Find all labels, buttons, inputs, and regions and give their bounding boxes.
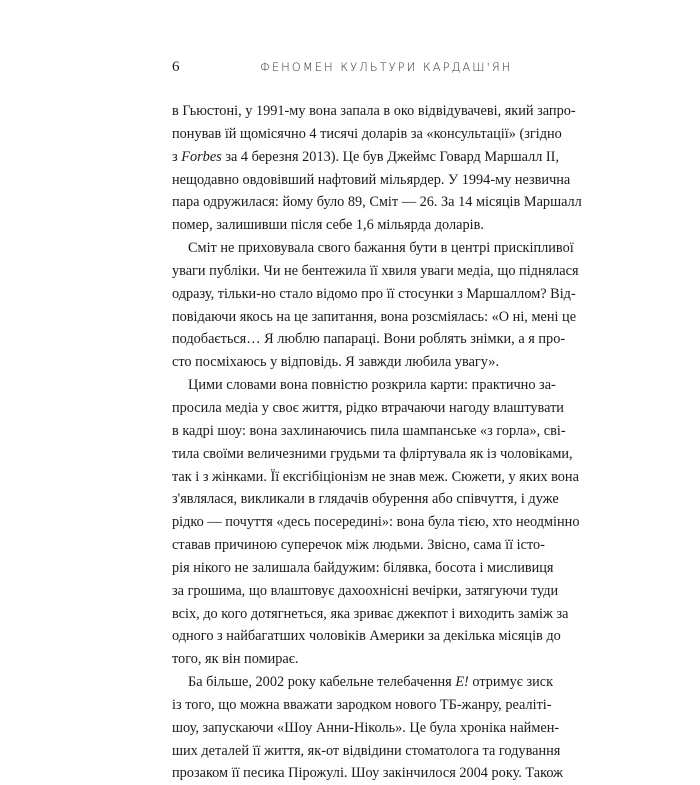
text-line: прозаком її песика Пірожулі. Шоу закінчилося 2004 року. Також	[172, 765, 564, 782]
paragraph-1	[172, 100, 582, 237]
running-title: ФЕНОМЕН КУЛЬТУРИ КАРДАШ'ЯН	[260, 60, 513, 74]
running-header	[172, 59, 528, 83]
text-line: рідко — почуття «десь посередині»: вона була тією, хто неодмінно	[172, 514, 580, 531]
text-line: подобається… Я люблю папараці. Вони роблять знімки, а я про-	[172, 331, 566, 348]
paragraph-2	[172, 237, 579, 374]
italic-title: E!	[455, 674, 469, 691]
text-line: всіх, до кого дотягнеться, яка зриває джекпот і виходить заміж за	[172, 605, 569, 622]
body-text	[172, 100, 582, 785]
text-line: так і з жінками. Її ексгібіціонізм не знав меж. Сюжети, у яких вона	[172, 468, 579, 485]
text-line: помер, залишивши після себе 1,6 мільярда доларів.	[172, 217, 484, 234]
text-line: Сміт не приховувала свого бажання бути в центрі прискіпливої	[188, 240, 574, 257]
text-line: в кадрі шоу: вона захлинаючись пила шампанське «з горла», сві-	[172, 422, 566, 439]
text-line: нещодавно овдовівший нафтовий мільярдер. У 1994-му незвична	[172, 171, 571, 188]
text-line: за грошима, що влаштовує дахоохнісні вечірки, затягуючи туди	[172, 582, 559, 599]
text-line: в Гьюстоні, у 1991-му вона запала в око відвідувачеві, який запро-	[172, 103, 576, 119]
text-line: одразу, тільки-но стало відомо про її стосунки з Маршаллом? Від-	[172, 285, 576, 302]
text-line: уваги публіки. Чи не бентежила її хвиля уваги медіа, що піднялася	[172, 262, 579, 279]
text-line: ставав причиною суперечок між людьми. Звісно, сама її істо-	[172, 537, 545, 554]
text-line: пара одружилася: йому було 89, Сміт — 26. За 14 місяців Маршалл	[172, 194, 582, 211]
italic-title: Forbes	[181, 148, 222, 165]
text-line: повідаючи якось на це запитання, вона розсміялась: «О ні, мені це	[172, 308, 577, 325]
text-line: з Forbes за 4 березня 2013). Це був Джеймс Говард Маршалл II,	[172, 148, 560, 165]
text-line: просила медіа у своє життя, рідко втрачаючи нагоду влаштувати	[172, 399, 564, 416]
text-line: того, як він помирає.	[172, 651, 299, 668]
paragraph-3	[172, 374, 580, 671]
text-line: понував їй щомісячно 4 тисячі доларів за «консультації» (згідно	[172, 125, 562, 142]
text-line: Ба більше, 2002 року кабельне телебачення E! отримує зиск	[188, 674, 554, 691]
text-line: шоу, запускаючи «Шоу Анни-Ніколь». Це була хроніка наймен-	[172, 719, 560, 736]
text-line: Цими словами вона повністю розкрила карти: практично за-	[188, 377, 556, 394]
page-number: 6	[172, 59, 180, 75]
text-line: одного з найбагатших чоловіків Америки за декілька місяців до	[172, 628, 561, 645]
text-line: з'являлася, викликали в глядачів обурення або співчуття, і дуже	[172, 491, 559, 508]
text-line: ших деталей її життя, як-от відвідини стоматолога та годування	[172, 742, 561, 759]
text-line: тила своїми величезними грудьми та фліртувала як із чоловіками,	[172, 445, 573, 462]
text-line: рія нікого не залишала байдужим: білявка, босота і мисливиця	[172, 559, 554, 576]
text-line: із того, що можна вважати зародком нового ТБ-жанру, реаліті-	[172, 696, 552, 713]
paragraph-4	[172, 671, 564, 785]
text-line: сто посміхаюсь у відповідь. Я завжди любила увагу».	[172, 354, 500, 371]
